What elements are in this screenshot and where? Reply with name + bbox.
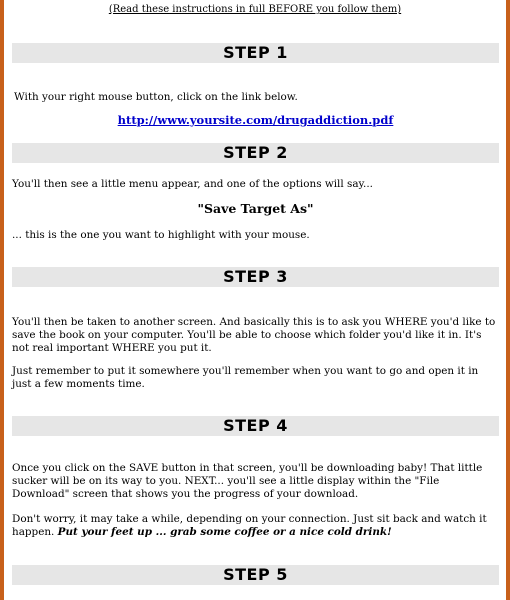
step-1-heading: STEP 1 — [12, 43, 499, 63]
step-4-emphasis-text: Put your feet up ... grab some coffee or a nice cold drink! — [57, 526, 392, 538]
step-3-heading: STEP 3 — [12, 267, 499, 287]
step-5-heading: STEP 5 — [12, 565, 499, 585]
intro-notice: (Read these instructions in full BEFORE you follow them) — [108, 4, 402, 15]
step-1-text: With your right mouse button, click on the link below. — [14, 91, 298, 103]
step-4-paragraph-2 — [12, 513, 499, 539]
download-link[interactable]: http://www.yoursite.com/drugaddiction.pdf — [117, 113, 394, 127]
step-4-heading: STEP 4 — [12, 416, 499, 436]
step-2-heading: STEP 2 — [12, 143, 499, 163]
step-2-text: You'll then see a little menu appear, and one of the options will say... — [12, 178, 373, 190]
save-target-as-label: "Save Target As" — [197, 201, 314, 216]
step-4-plain-text: Don't worry, it may take a while, depending on your connection. Just sit back and watch it happen. — [12, 513, 487, 538]
step-2-note: ... this is the one you want to highlight with your mouse. — [12, 229, 310, 241]
instructions-page — [4, 0, 506, 600]
step-3-paragraph-2: Just remember to put it somewhere you'll remember when you want to go and open it in just a few moments time. — [12, 365, 479, 390]
step-3-paragraph-1: You'll then be taken to another screen. And basically this is to ask you WHERE you'd like to save the book on your computer. You'll be able to choose which folder you'd like it in. It's not real important WHERE you put it. — [12, 316, 496, 354]
step-4-paragraph-1: Once you click on the SAVE button in that screen, you'll be downloading baby! That little sucker will be on its way to you. NEXT... you'll see a little display within the "File Download" screen that shows you the progress of your download. — [12, 462, 483, 500]
